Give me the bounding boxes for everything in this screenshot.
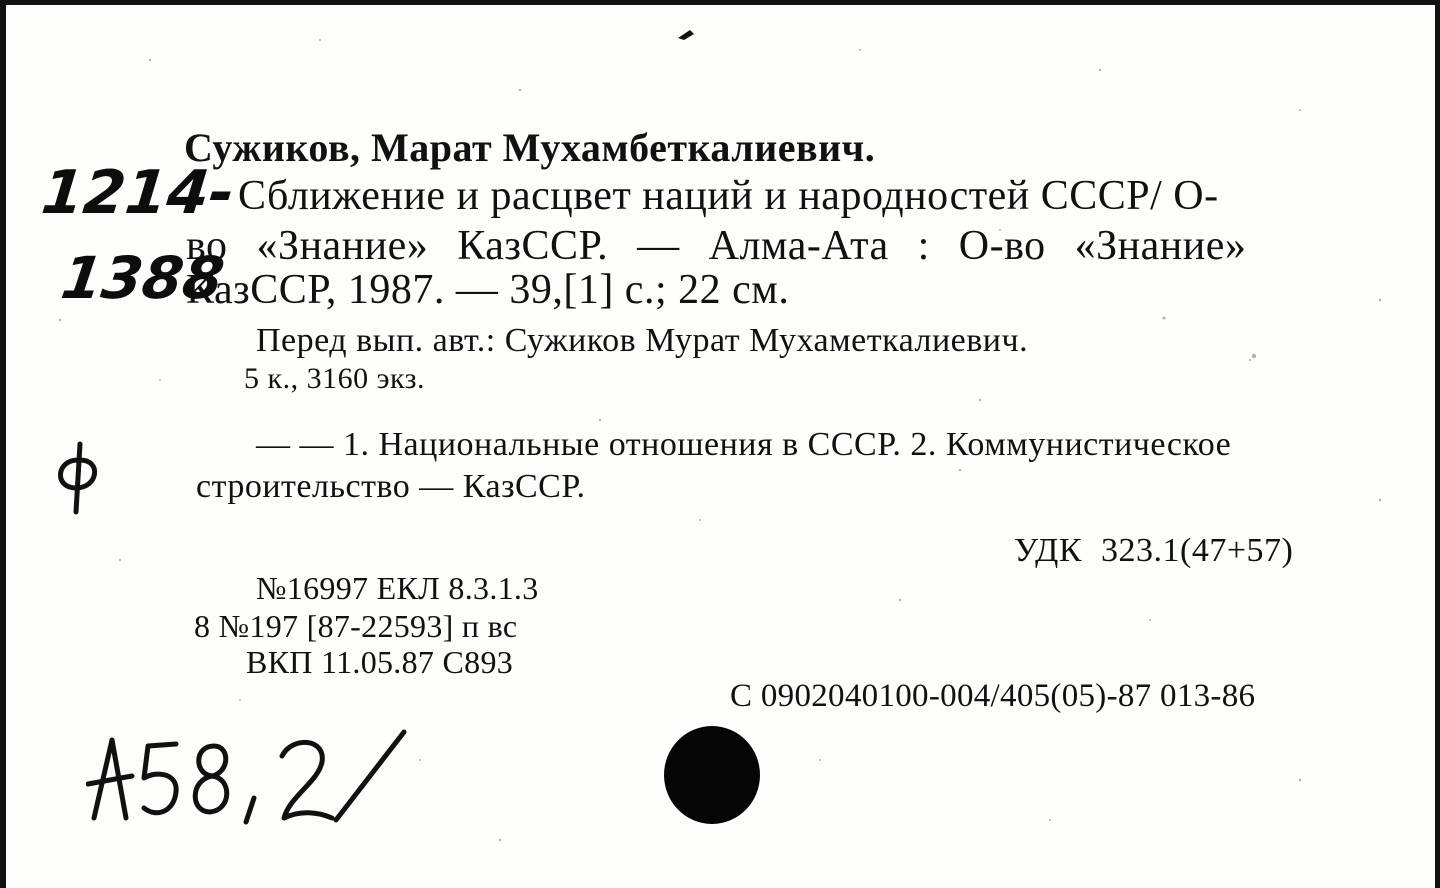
card-border-right <box>1435 0 1440 888</box>
handwritten-call-number-top: 1214- <box>38 158 238 228</box>
registration-code-2: 8 №197 [87-22593] п вс <box>194 608 518 644</box>
udk-classification: УДК 323.1(47+57) <box>1014 532 1294 569</box>
catalog-number: С 0902040100-004/405(05)-87 013-86 <box>730 678 1256 714</box>
registration-code-1: №16997 ЕКЛ 8.3.1.3 <box>256 570 539 606</box>
handwritten-phi-symbol <box>50 438 110 518</box>
ink-speck <box>676 26 696 42</box>
title-line-2: во «Знание» КазССР. — Алма-Ата : О-во «Знание» <box>186 223 1247 269</box>
price-print-run: 5 к., 3160 экз. <box>244 362 425 395</box>
title-line-1: Сближение и расцвет наций и народностей СССР/ О- <box>238 173 1219 219</box>
registration-code-3: ВКП 11.05.87 С893 <box>246 644 514 680</box>
card-border-left <box>0 0 6 888</box>
handwritten-call-number-bottom: 1388 <box>57 244 229 312</box>
handwritten-shelf-mark <box>86 726 426 836</box>
author-heading: Сужиков, Марат Мухамбеткалиевич. <box>184 125 876 170</box>
card-border-top <box>0 0 1440 5</box>
subject-headings-line-1: — — 1. Национальные отношения в СССР. 2. Коммунистическое <box>256 426 1232 463</box>
subject-headings-line-2: строительство — КазССР. <box>196 468 586 505</box>
author-note: Перед вып. авт.: Сужиков Мурат Мухаметкалиевич. <box>256 322 1029 359</box>
punch-hole <box>664 726 760 824</box>
title-line-3: КазССР, 1987. — 39,[1] с.; 22 см. <box>186 267 790 313</box>
